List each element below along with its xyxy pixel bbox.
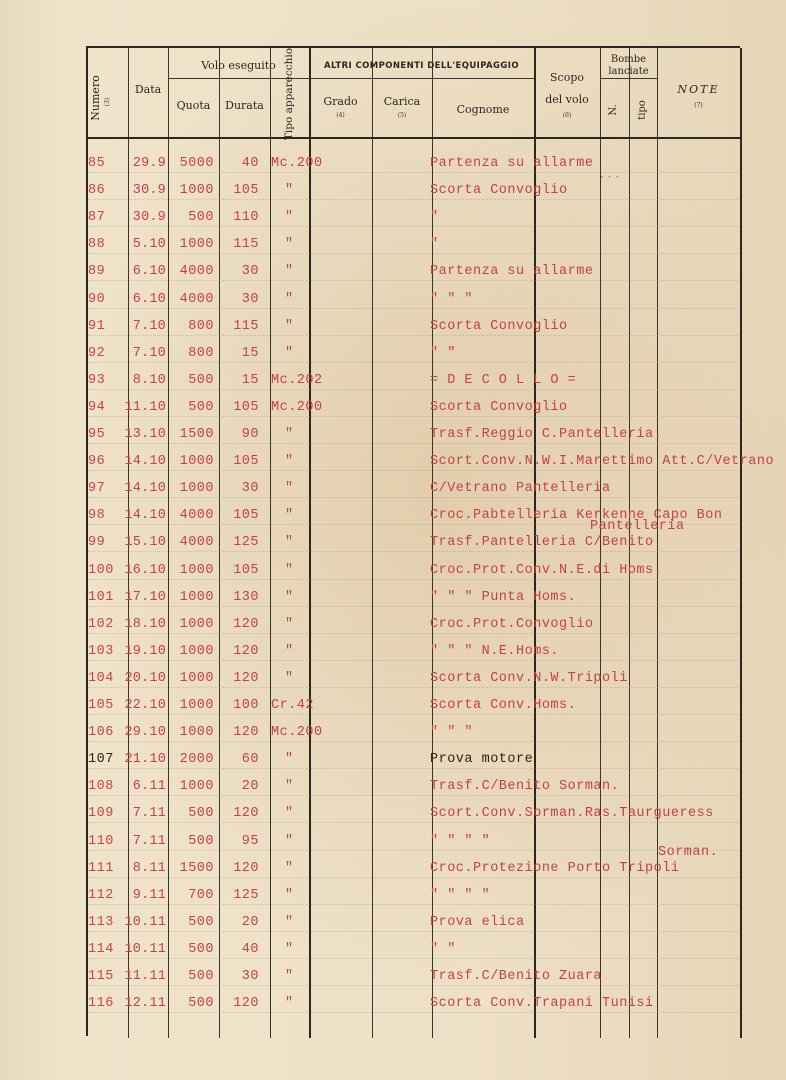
column-divider <box>372 48 373 1038</box>
cell-numero: 105 <box>88 698 114 713</box>
cell-tipo: " <box>285 806 294 822</box>
cell-scopo: Scorta Convoglio <box>430 183 568 199</box>
cell-data: 8.11 <box>132 860 166 876</box>
cell-scopo: Scort.Conv.N.W.I.Marettimo Att.C/Vetrano <box>430 454 775 470</box>
cell-numero: 95 <box>88 427 106 442</box>
cell-numero: 102 <box>88 616 114 632</box>
cell-data: 6.10 <box>132 291 166 307</box>
cell-data: 30.9 <box>132 210 166 226</box>
header-lanciate: lanciate <box>608 66 649 77</box>
cell-scopo: = D E C O L L O = <box>430 372 577 388</box>
row-guide <box>88 741 740 742</box>
row-guide <box>88 416 740 417</box>
cell-tipo: Mc.200 <box>271 725 323 741</box>
header-carica-ref: (5) <box>397 112 407 119</box>
cell-durata: 115 <box>233 237 259 253</box>
cell-scopo: Scorta Convoglio <box>430 318 568 334</box>
cell-data: 17.10 <box>124 589 166 605</box>
row-guide <box>88 335 740 336</box>
cell-quota: 4000 <box>179 291 214 307</box>
cell-tipo: " <box>285 969 294 984</box>
cell-quota: 1000 <box>179 698 214 713</box>
cell-data: 30.9 <box>132 183 166 199</box>
cell-numero: 116 <box>88 996 114 1012</box>
cell-numero: 103 <box>88 643 114 659</box>
cell-durata: 120 <box>233 643 259 659</box>
row-guide <box>88 1012 740 1013</box>
cell-data: 14.10 <box>124 481 166 497</box>
header-tipo-apparecchio <box>270 47 309 141</box>
row-guide <box>88 362 740 363</box>
header-bombe-n <box>600 86 629 134</box>
cell-numero: 110 <box>88 833 114 849</box>
cell-tipo: " <box>285 318 294 334</box>
row-guide <box>88 958 740 959</box>
cell-data: 13.10 <box>124 427 166 442</box>
header-n-label: N. <box>608 104 619 116</box>
header-altri-componenti: ALTRI COMPONENTI DELL'EQUIPAGGIO <box>324 61 519 71</box>
cell-quota: 500 <box>188 833 214 849</box>
cell-quota: 1000 <box>179 779 214 795</box>
cell-tipo: " <box>285 887 294 903</box>
header-subdivider <box>309 78 534 79</box>
cell-scopo: C/Vetrano Pantelleria <box>430 481 611 497</box>
cell-tipo: " <box>285 183 294 199</box>
cell-quota: 4000 <box>179 264 214 280</box>
cell-durata: 110 <box>233 210 259 226</box>
cell-tipo: " <box>285 996 294 1012</box>
cell-quota: 500 <box>188 969 214 984</box>
cell-numero: 97 <box>88 481 106 497</box>
cell-tipo: " <box>285 508 294 524</box>
cell-scopo: " " " <box>430 291 474 307</box>
header-del-volo: del volo <box>545 93 589 106</box>
cell-numero: 108 <box>88 779 114 795</box>
page-dots: · · · <box>600 170 620 184</box>
cell-scopo: Trasf.Pantelleria C/Benito <box>430 535 654 551</box>
cell-tipo: " <box>285 210 294 226</box>
cell-numero: 113 <box>88 914 114 930</box>
cell-durata: 105 <box>233 183 259 199</box>
cell-durata: 120 <box>233 860 259 876</box>
cell-numero: 89 <box>88 264 106 280</box>
cell-durata: 30 <box>241 481 259 497</box>
cell-numero: 115 <box>88 969 114 984</box>
cell-quota: 1000 <box>179 589 214 605</box>
row-guide <box>88 606 740 607</box>
cell-quota: 4000 <box>179 535 214 551</box>
cell-numero: 112 <box>88 887 114 903</box>
cell-quota: 500 <box>188 399 214 415</box>
cell-numero: 94 <box>88 399 106 415</box>
header-data: Data <box>134 83 162 96</box>
cell-numero: 85 <box>88 156 106 171</box>
cell-durata: 95 <box>241 833 259 849</box>
row-guide <box>88 822 740 823</box>
cell-data: 18.10 <box>124 616 166 632</box>
cell-durata: 100 <box>233 698 259 713</box>
cell-data: 5.10 <box>132 237 166 253</box>
row-guide <box>88 443 740 444</box>
cell-scopo: Scorta Convoglio <box>430 399 568 415</box>
cell-durata: 40 <box>241 941 259 957</box>
cell-data: 6.10 <box>132 264 166 280</box>
cell-scopo: Scorta Conv.N.W.Tripoli <box>430 670 628 686</box>
cell-quota: 5000 <box>179 156 214 171</box>
row-guide <box>88 877 740 878</box>
cell-tipo: Mc.200 <box>271 399 323 415</box>
header-tipo-label: Tipo apparecchio <box>283 47 295 141</box>
cell-numero: 87 <box>88 210 106 226</box>
cell-scopo: Partenza su allarme <box>430 264 594 280</box>
cell-quota: 500 <box>188 996 214 1012</box>
cell-tipo: " <box>285 345 294 361</box>
cell-data: 7.10 <box>132 345 166 361</box>
cell-tipo: " <box>285 914 294 930</box>
cell-quota: 1000 <box>179 725 214 741</box>
cell-data: 6.11 <box>132 779 166 795</box>
cell-scopo: " " <box>430 345 456 361</box>
cell-scopo: Trasf.Reggio C.Pantelleria. <box>430 427 663 442</box>
row-guide <box>88 579 740 580</box>
cell-durata: 15 <box>241 372 259 388</box>
row-guide <box>88 551 740 552</box>
cell-durata: 30 <box>241 264 259 280</box>
cell-scopo: " " <box>430 941 456 957</box>
row-guide <box>88 497 740 498</box>
cell-scopo: " " " " <box>430 887 491 903</box>
cell-durata: 105 <box>233 454 259 470</box>
cell-durata: 20 <box>241 914 259 930</box>
cell-data: 8.10 <box>132 372 166 388</box>
cell-data: 12.11 <box>124 996 166 1012</box>
cell-data: 11.11 <box>124 969 166 984</box>
cell-numero: 98 <box>88 508 106 524</box>
cell-scopo: " <box>430 237 439 253</box>
header-numero <box>88 70 111 130</box>
header-volo-eseguito: Volo eseguito <box>201 59 276 72</box>
cell-numero: 101 <box>88 589 114 605</box>
cell-tipo: Mc.202 <box>271 372 323 388</box>
row-guide <box>88 795 740 796</box>
cell-durata: 40 <box>241 156 259 171</box>
column-divider <box>270 48 271 1038</box>
cell-data: 19.10 <box>124 643 166 659</box>
cell-durata: 90 <box>241 427 259 442</box>
cell-scopo: " " " N.E.Homs. <box>430 643 560 659</box>
row-guide <box>88 904 740 905</box>
cell-numero: 107 <box>88 752 114 768</box>
cell-scopo: Partenza su allarme <box>430 156 594 171</box>
cell-scopo-continuation: Sorman. <box>658 844 719 860</box>
header-tipo-small: tipo <box>637 100 648 120</box>
cell-quota: 1000 <box>179 454 214 470</box>
cell-numero: 106 <box>88 725 114 741</box>
row-guide <box>88 172 740 173</box>
cell-quota: 1000 <box>179 670 214 686</box>
cell-numero: 90 <box>88 291 106 307</box>
cell-scopo: " " " Punta Homs. <box>430 589 577 605</box>
cell-numero: 114 <box>88 941 114 957</box>
cell-quota: 500 <box>188 806 214 822</box>
row-guide <box>88 768 740 769</box>
cell-quota: 800 <box>188 345 214 361</box>
cell-durata: 125 <box>233 887 259 903</box>
cell-scopo: Croc.Pabtelleria Kerkenne Capo Bon <box>430 508 723 524</box>
cell-data: 16.10 <box>124 562 166 578</box>
row-guide <box>88 308 740 309</box>
cell-tipo: " <box>285 481 294 497</box>
header-note: NOTE <box>677 83 720 96</box>
row-guide <box>88 280 740 281</box>
cell-numero: 109 <box>88 806 114 822</box>
cell-numero: 96 <box>88 454 106 470</box>
cell-durata: 30 <box>241 291 259 307</box>
cell-tipo: " <box>285 237 294 253</box>
cell-scopo: Croc.Prot.Convoglio <box>430 616 594 632</box>
cell-durata: 105 <box>233 399 259 415</box>
header-numero-label: Numero <box>89 75 102 121</box>
cell-scopo: Prova elica <box>430 914 525 930</box>
cell-data: 20.10 <box>124 670 166 686</box>
header-grado-ref: (4) <box>336 112 345 119</box>
cell-data: 29.9 <box>132 156 166 171</box>
cell-durata: 30 <box>241 969 259 984</box>
cell-tipo: " <box>285 941 294 957</box>
cell-data: 7.11 <box>132 833 166 849</box>
row-guide <box>88 985 740 986</box>
header-subdivider <box>600 78 657 79</box>
cell-quota: 500 <box>188 372 214 388</box>
cell-tipo: " <box>285 454 294 470</box>
cell-durata: 20 <box>241 779 259 795</box>
cell-numero: 92 <box>88 345 106 361</box>
cell-quota: 4000 <box>179 508 214 524</box>
cell-data: 10.11 <box>124 914 166 930</box>
cell-quota: 1000 <box>179 481 214 497</box>
cell-durata: 120 <box>233 670 259 686</box>
cell-tipo: " <box>285 752 294 768</box>
cell-data: 11.10 <box>124 399 166 415</box>
cell-tipo: " <box>285 535 294 551</box>
cell-durata: 105 <box>233 562 259 578</box>
row-guide <box>88 660 740 661</box>
cell-numero: 86 <box>88 183 106 199</box>
cell-tipo: Cr.42 <box>271 698 315 713</box>
header-bottom-rule <box>88 137 742 139</box>
cell-data: 14.10 <box>124 454 166 470</box>
cell-data: 29.10 <box>124 725 166 741</box>
header-note-ref: (7) <box>694 102 703 109</box>
cell-scopo: Scort.Conv.Sorman.Ras.Taurgueress <box>430 806 714 822</box>
header-scopo-ref: (6) <box>562 112 572 119</box>
cell-durata: 120 <box>233 996 259 1012</box>
cell-durata: 15 <box>241 345 259 361</box>
cell-durata: 125 <box>233 535 259 551</box>
cell-tipo: " <box>285 562 294 578</box>
cell-quota: 1000 <box>179 616 214 632</box>
cell-quota: 500 <box>188 914 214 930</box>
header-quota: Quota <box>176 99 211 112</box>
cell-durata: 115 <box>233 318 259 334</box>
cell-quota: 1000 <box>179 183 214 199</box>
cell-quota: 700 <box>188 887 214 903</box>
cell-numero: 93 <box>88 372 106 388</box>
cell-quota: 2000 <box>179 752 214 768</box>
cell-tipo: " <box>285 264 294 280</box>
cell-data: 14.10 <box>124 508 166 524</box>
cell-numero: 88 <box>88 237 106 253</box>
header-scopo: Scopo <box>550 71 584 84</box>
cell-data: 7.10 <box>132 318 166 334</box>
cell-numero: 111 <box>88 860 114 876</box>
cell-quota: 1500 <box>179 427 214 442</box>
cell-scopo: " " " <box>430 725 474 741</box>
cell-tipo: " <box>285 779 294 795</box>
cell-scopo: Scorta Conv.Trapani Tunisi <box>430 996 654 1012</box>
cell-scopo: Trasf.C/Benito Zuara <box>430 969 603 984</box>
cell-tipo: " <box>285 589 294 605</box>
cell-tipo: " <box>285 616 294 632</box>
cell-scopo: Croc.Protezione Porto Tripoli <box>430 860 680 876</box>
cell-quota: 500 <box>188 210 214 226</box>
cell-numero: 104 <box>88 670 114 686</box>
cell-durata: 120 <box>233 616 259 632</box>
cell-durata: 120 <box>233 806 259 822</box>
cell-tipo: " <box>285 643 294 659</box>
cell-quota: 500 <box>188 941 214 957</box>
cell-data: 22.10 <box>124 698 166 713</box>
cell-quota: 800 <box>188 318 214 334</box>
row-guide <box>88 199 740 200</box>
cell-scopo: Scorta Conv.Homs. <box>430 698 577 713</box>
row-guide <box>88 687 740 688</box>
cell-quota: 1000 <box>179 237 214 253</box>
cell-tipo: " <box>285 860 294 876</box>
header-numero-ref: (3) <box>104 97 111 107</box>
cell-durata: 120 <box>233 725 259 741</box>
cell-tipo: " <box>285 291 294 307</box>
cell-numero: 100 <box>88 562 114 578</box>
row-guide <box>88 389 740 390</box>
cell-scopo: Croc.Prot.Conv.N.E.di Homs. <box>430 562 663 578</box>
cell-scopo: " " " " <box>430 833 491 849</box>
cell-data: 9.11 <box>132 887 166 903</box>
cell-tipo: " <box>285 670 294 686</box>
row-guide <box>88 253 740 254</box>
cell-numero: 91 <box>88 318 106 334</box>
header-durata: Durata <box>225 99 264 112</box>
header-bombe: Bombe <box>610 54 647 65</box>
cell-durata: 130 <box>233 589 259 605</box>
cell-scopo: Trasf.C/Benito Sorman. <box>430 779 620 795</box>
cell-quota: 1000 <box>179 643 214 659</box>
header-carica: Carica <box>383 95 421 108</box>
cell-tipo: Mc.200 <box>271 156 323 171</box>
cell-tipo: " <box>285 427 294 442</box>
cell-data: 10.11 <box>124 941 166 957</box>
header-cognome: Cognome <box>456 103 510 116</box>
row-guide <box>88 850 740 851</box>
cell-data: 15.10 <box>124 535 166 551</box>
header-bombe-tipo <box>629 86 657 134</box>
cell-scopo-continuation: Pantelleria <box>590 519 685 535</box>
cell-durata: 60 <box>241 752 259 768</box>
cell-numero: 99 <box>88 535 106 551</box>
cell-tipo: " <box>285 833 294 849</box>
cell-scopo: Prova motore <box>430 752 534 768</box>
cell-quota: 1500 <box>179 860 214 876</box>
row-guide <box>88 931 740 932</box>
row-guide <box>88 226 740 227</box>
row-guide <box>88 714 740 715</box>
cell-data: 21.10 <box>124 752 166 768</box>
row-guide <box>88 633 740 634</box>
row-guide <box>88 470 740 471</box>
cell-scopo: " <box>430 210 439 226</box>
cell-data: 7.11 <box>132 806 166 822</box>
cell-quota: 1000 <box>179 562 214 578</box>
cell-durata: 105 <box>233 508 259 524</box>
header-grado: Grado <box>323 95 358 108</box>
